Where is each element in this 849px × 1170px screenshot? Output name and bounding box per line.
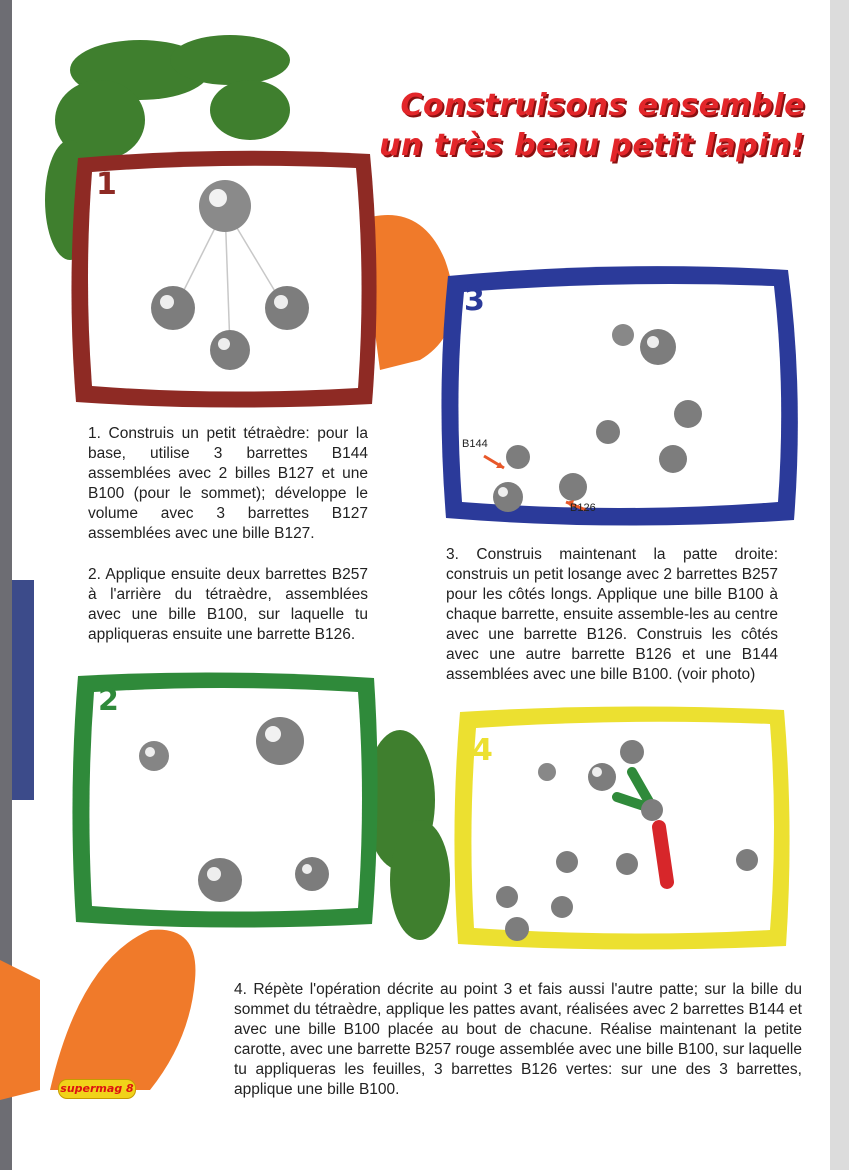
step-1-frame (70, 148, 380, 410)
step-4-number: 4 (472, 733, 493, 768)
title-line-2: un très beau petit lapin! (379, 128, 805, 163)
step-1-number: 1 (96, 167, 117, 202)
brand-logo (58, 1079, 136, 1099)
step-4-bunny-photo (487, 732, 777, 942)
right-page-edge (830, 0, 849, 1170)
brand-name: supermag (60, 1082, 123, 1095)
callout-arrows (478, 448, 628, 518)
step-1-text: 1. Construis un petit tétraèdre: pour la base, utilise 3 barrettes B144 assemblées avec 2 billes B127 et une B100 (pour le sommet); développe le volume avec 3 barrettes B127 assemblées avec une bille B127. (88, 425, 368, 542)
page-number: 8 (126, 1082, 134, 1095)
step-2-structure-photo (130, 708, 360, 908)
step-4-text: 4. Répète l'opération décrite au point 3 et fais aussi l'autre patte; sur la bille du sommet du tétraèdre, applique les pattes avant, réalisées avec 2 barrettes B144 et avec une bille B100 placée au bout de chacune. Réalise maintenant la petite carotte, avec une barrette B257 rouge assemblée avec une bille B100, sur laquelle tu appliqueras les feuilles, 3 barrettes B126 vertes: sur une des 3 barrettes, applique une bille B100. (234, 981, 802, 1098)
step-3-frame (438, 262, 804, 528)
title-line-1: Construisons ensemble (400, 88, 805, 123)
step-3-text: 3. Construis maintenant la patte droite: construis un petit losange avec 2 barrettes B257 pour les côtés longs. Applique une bille B100 à chaque barrette, ensuite assemble-les au centre avec une barrette B126. Construis les côtés avec une autre barrette B126 et une B144 assemblées avec une bille B100. (voir photo) (446, 546, 778, 683)
callout-label-b126: B126 (570, 502, 596, 514)
step-2-text: 2. Applique ensuite deux barrettes B257 à l'arrière du tétraèdre, assemblées avec une bille B100, sur laquelle tu appliqueras ensuite une barrette B126. (88, 566, 368, 643)
step-2-number: 2 (98, 683, 119, 718)
step-3-number: 3 (464, 283, 485, 318)
step-4-frame (452, 702, 792, 952)
callout-label-b144: B144 (462, 438, 488, 450)
step-2-frame (70, 668, 382, 930)
step-1-tetrahedron-photo (140, 168, 320, 378)
page-title (379, 86, 805, 166)
